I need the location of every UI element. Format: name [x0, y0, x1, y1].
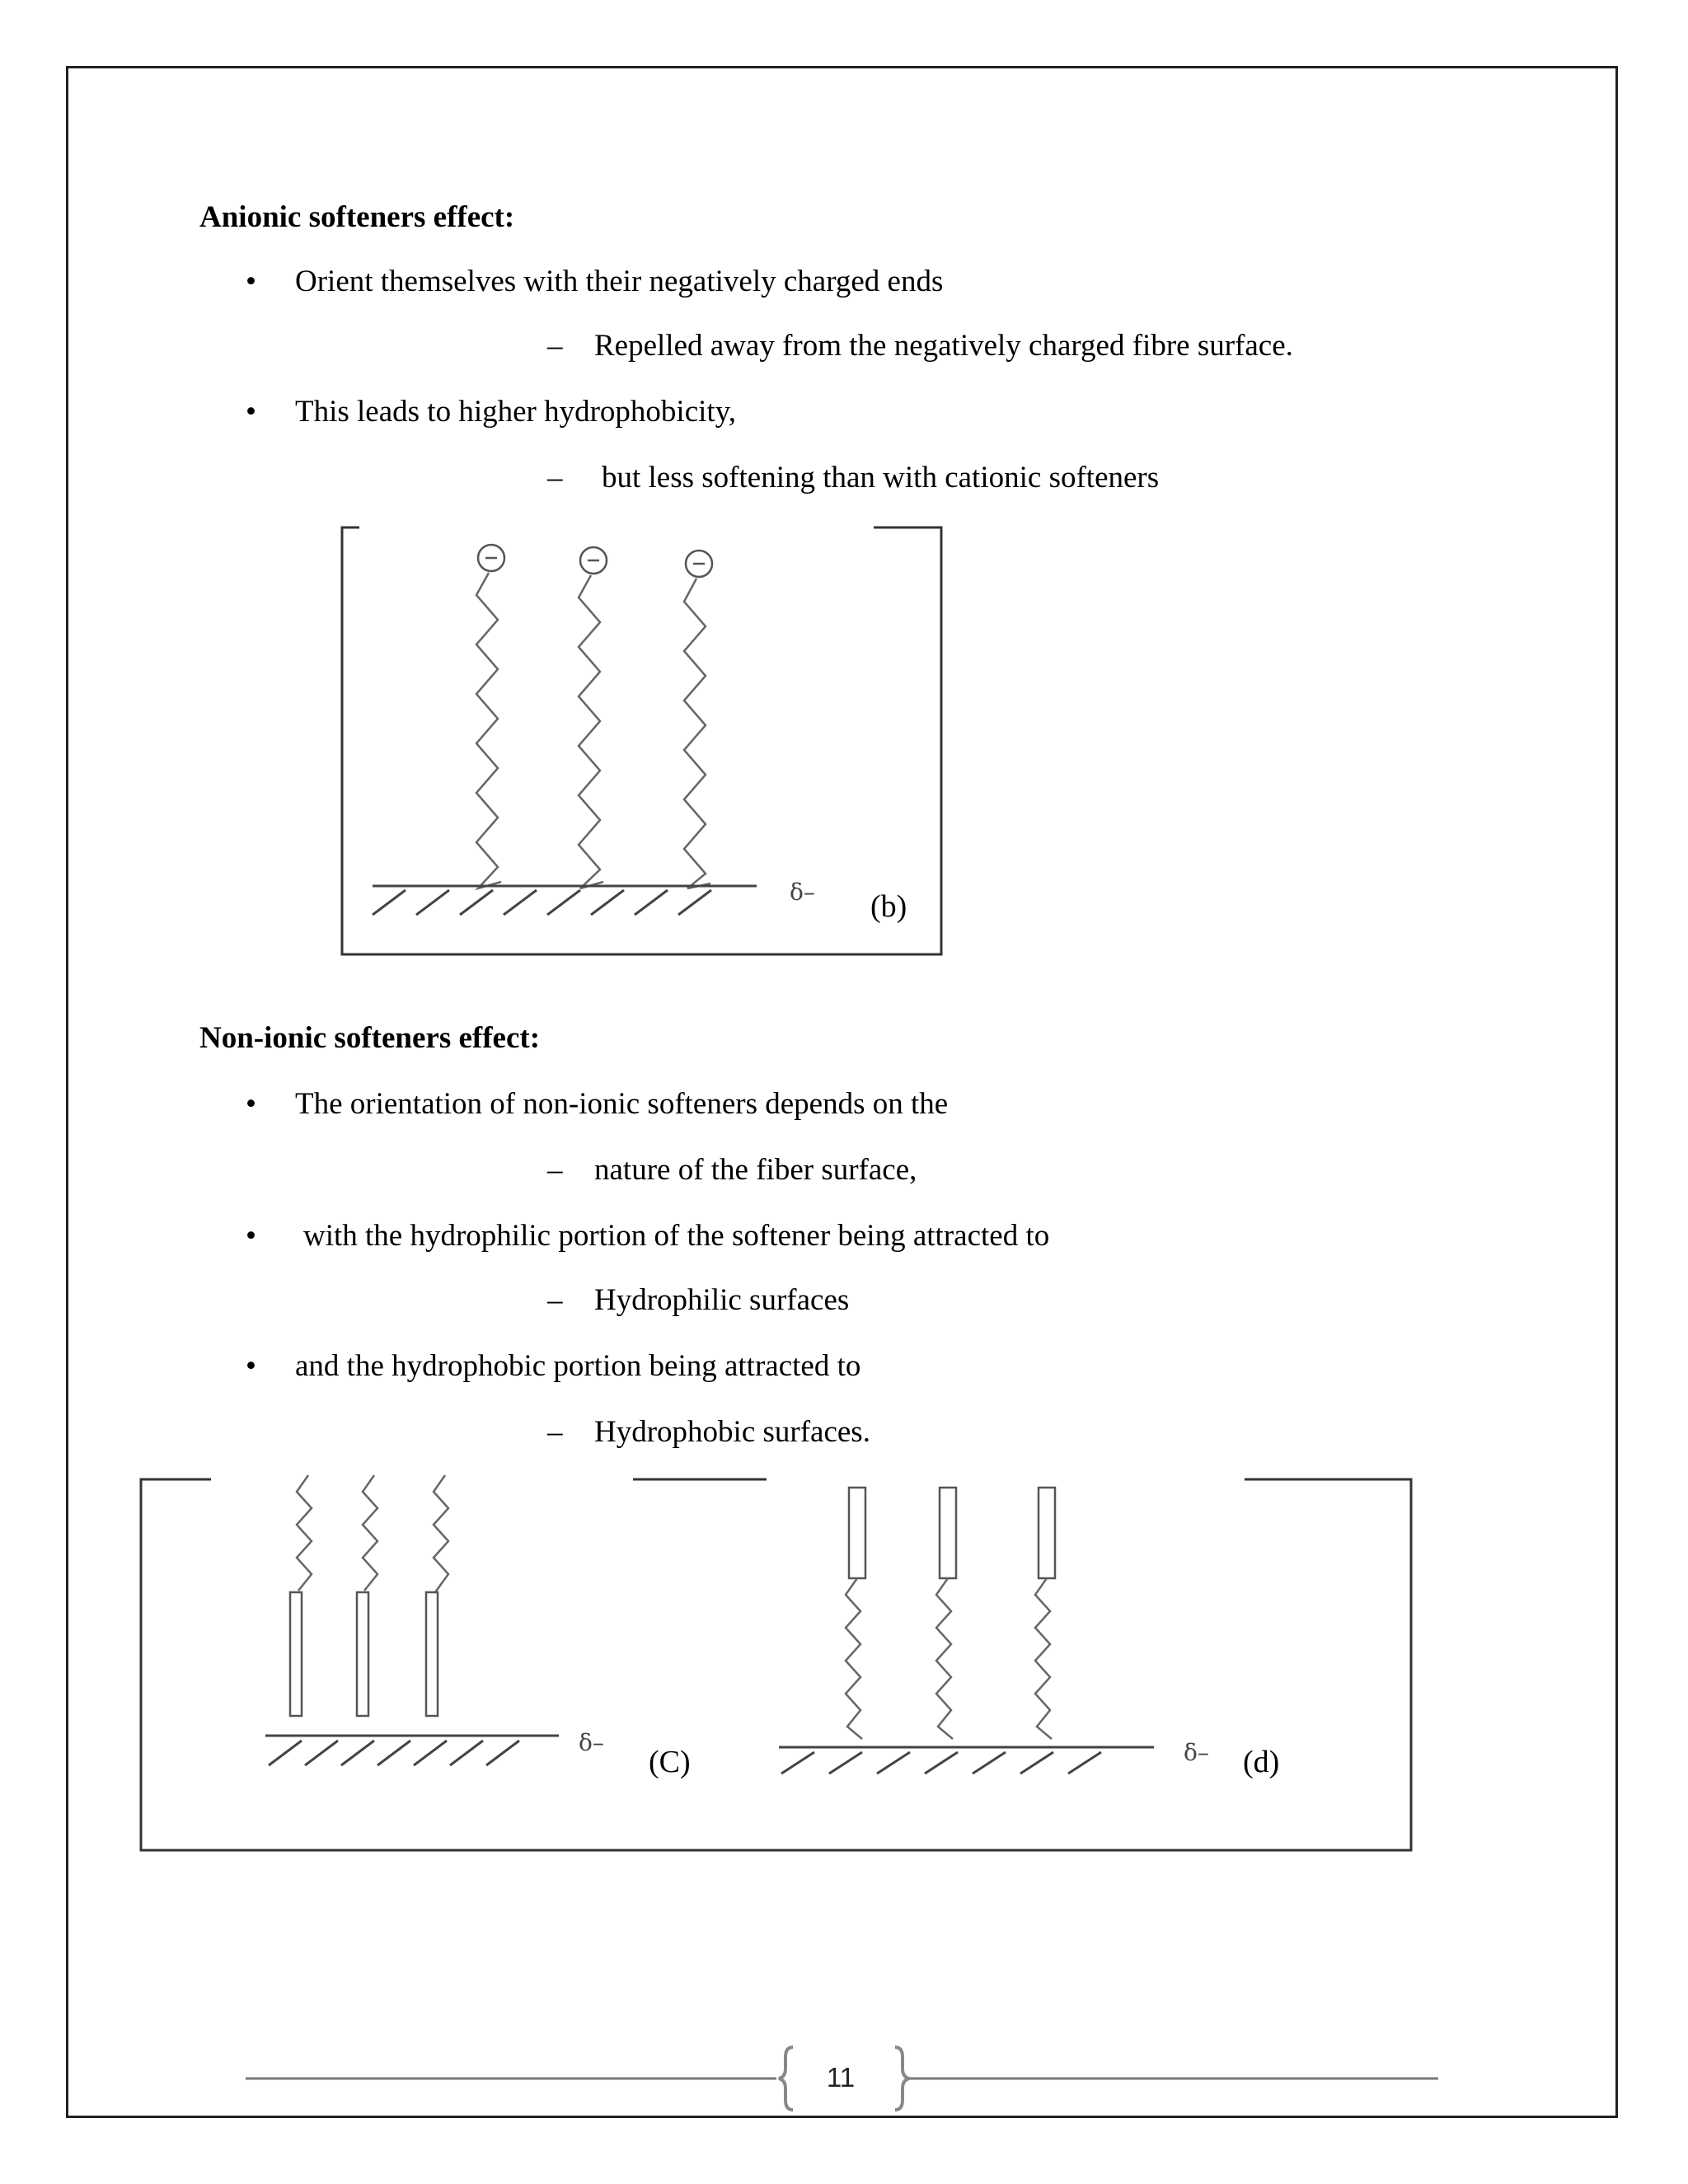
bullet-text: This leads to higher hydrophobicity,: [295, 395, 737, 429]
bullet-dot: •: [246, 1087, 256, 1121]
figure-b-frame: [342, 527, 941, 954]
bullet-text: and the hydrophobic portion being attracted to: [295, 1349, 861, 1383]
fibre-surface: [373, 886, 757, 915]
anionic-heading: Anionic softeners effect:: [199, 200, 515, 234]
fibre-surface: [265, 1736, 559, 1765]
figure-c-label: (C): [649, 1745, 691, 1779]
figure-b-label: (b): [870, 889, 907, 924]
hydrophilic-chains: [846, 1578, 1052, 1739]
figure-c-content: [265, 1475, 691, 1779]
hydrophobic-segment: [1039, 1488, 1055, 1578]
hydrophobic-segment: [849, 1488, 865, 1578]
delta-charge-label: δ–: [579, 1729, 604, 1756]
nonionic-heading: Non-ionic softeners effect:: [199, 1021, 541, 1055]
delta-charge-label: δ–: [790, 879, 815, 906]
figure-d-label: (d): [1243, 1745, 1280, 1779]
sub-text: but less softening than with cationic softeners: [602, 461, 1160, 494]
sub-text: Hydrophilic surfaces: [594, 1283, 850, 1317]
bullet-dot: •: [246, 1349, 256, 1383]
figure-cd: [141, 1479, 1411, 1850]
bullet-text: The orientation of non-ionic softeners depends on the: [295, 1087, 949, 1121]
hydrophilic-segment: [290, 1592, 302, 1716]
bullet-dot: •: [246, 1219, 256, 1253]
bullet-text: with the hydrophilic portion of the softener being attracted to: [303, 1219, 1050, 1253]
dash: –: [547, 1153, 563, 1187]
hydrophilic-segment: [426, 1592, 438, 1716]
dash: –: [547, 1415, 563, 1449]
page-number: 11: [826, 2062, 856, 2093]
dash: –: [547, 1283, 563, 1317]
bullet-dot: •: [246, 395, 256, 429]
figure-d-content: [779, 1488, 1279, 1779]
hydrophobic-segment: [940, 1488, 956, 1578]
sub-text: nature of the fiber surface,: [594, 1153, 917, 1187]
hydrophilic-segments: [290, 1592, 438, 1716]
bullet-dot: •: [246, 265, 256, 298]
hydrophobic-chains: [297, 1475, 448, 1592]
fibre-surface: [779, 1747, 1154, 1774]
hydrophilic-segment: [357, 1592, 368, 1716]
left-brace-icon: [779, 2047, 793, 2110]
dash: –: [547, 461, 563, 494]
figure-b: [342, 527, 941, 954]
right-brace-icon: [895, 2047, 909, 2110]
hydrocarbon-chains: [476, 573, 710, 888]
sub-text: Repelled away from the negatively charged fibre surface.: [594, 329, 1293, 363]
figure-cd-frame: [141, 1479, 1411, 1850]
delta-charge-label: δ–: [1184, 1739, 1209, 1766]
hydrophobic-segments: [849, 1488, 1055, 1578]
sub-text: Hydrophobic surfaces.: [594, 1415, 870, 1449]
bullet-text: Orient themselves with their negatively charged ends: [295, 265, 944, 298]
figure-b-content: [373, 545, 907, 924]
dash: –: [547, 329, 563, 363]
